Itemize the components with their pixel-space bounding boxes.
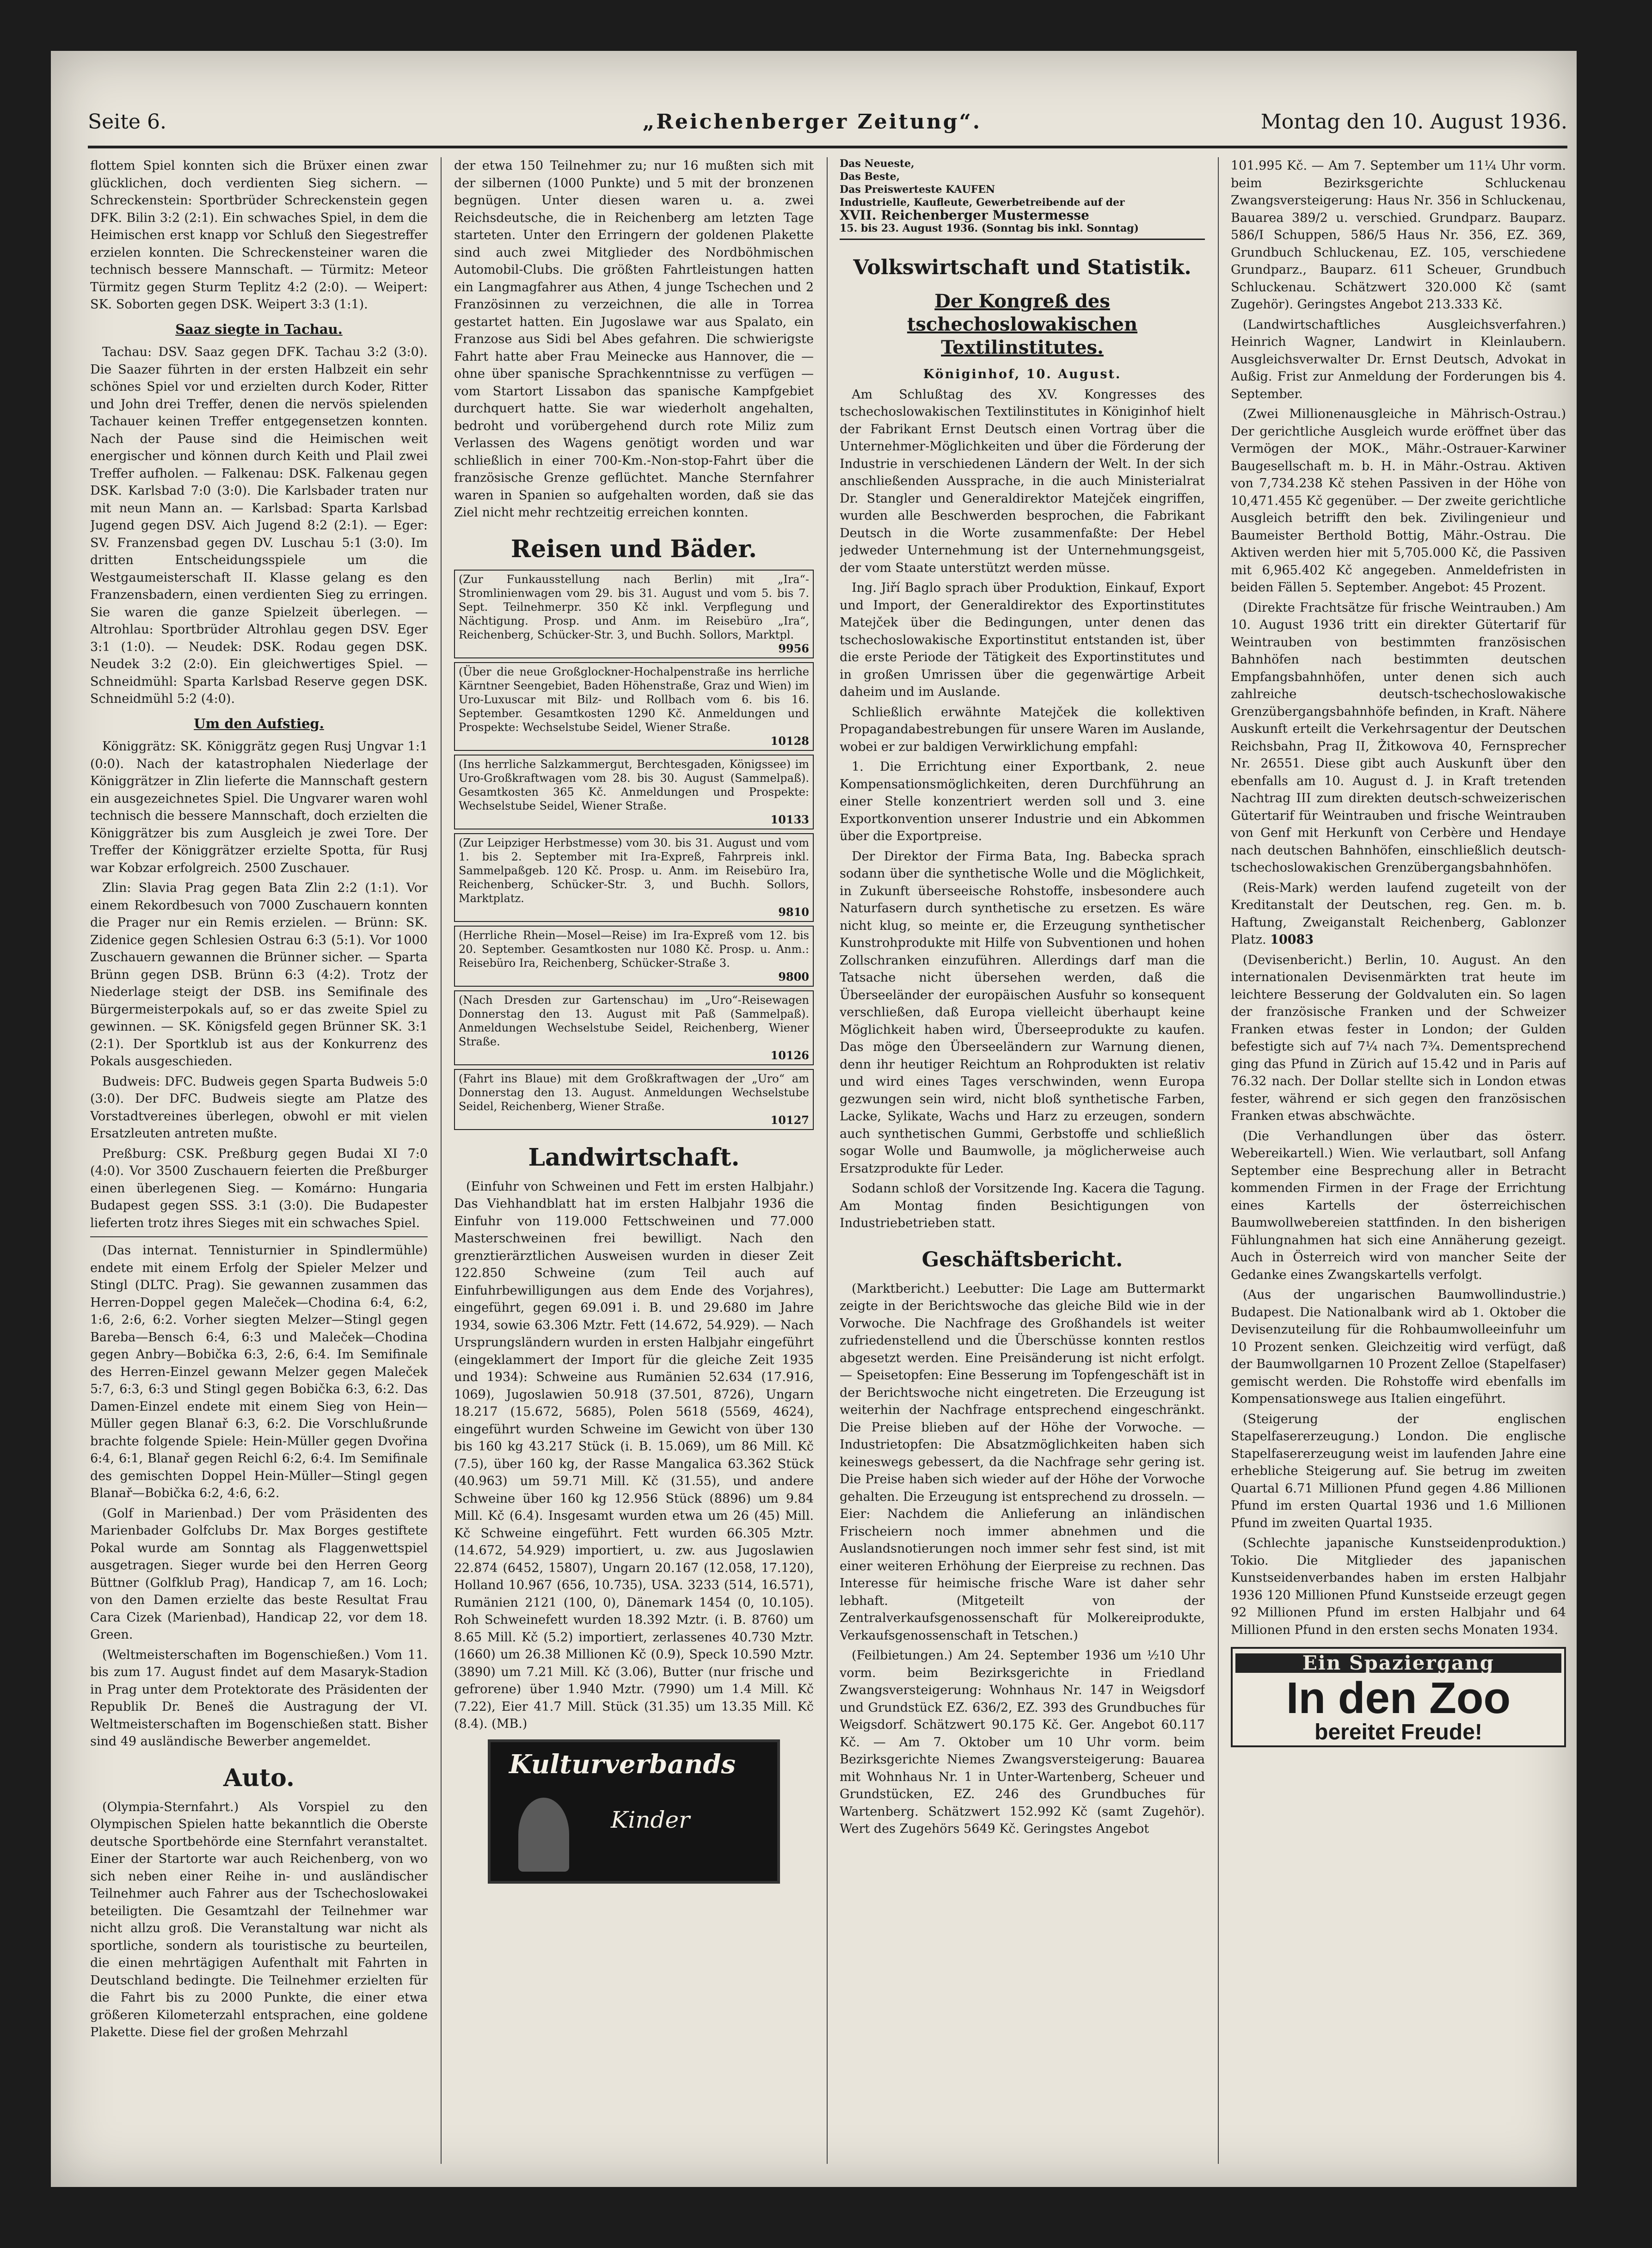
classified-ad [454, 833, 814, 922]
classified-ad [454, 926, 814, 987]
article-text: (Marktbericht.) Leebutter: Die Lage am Buttermarkt zeigte in der Berichtswoche das gleiche Bild wie in der Vorwoche. Die Nachfrage des Großhandels ist weiter zufriedenstellend und die Überschüsse konnten restlos abgesetzt werden. Eine Preisänderung ist nicht erfolgt. — Speisetopfen: Eine Besserung im Topfengeschäft ist in der Berichtswoche nicht eingetreten. Die Erzeugung ist weiterhin der Nachfrage entsprechend eingeschränkt. Die Preise blieben auf der Höhe der Vorwoche. — Industrietopfen: Die Absatzmöglichkeiten haben sich keineswegs gebessert, da die Nachfrage sehr gering ist. Die Preise haben sich wieder auf der Höhe der Vorwoche gehalten. Die Erzeugung ist entsprechend zu drosseln. — Eier: Nachdem die Anlieferung an inländischen Frischeiern noch immer abnehmen und die Auslandsnotierungen noch immer sehr fest sind, ist mit einer weiteren Erhöhung der Eierpreise zu rechnen. Das Interesse für heimische frische Ware ist daher sehr lebhaft. (Mitgeteilt von der Zentralverkaufsgenossenschaft für Molkereiprodukte, Verkaufsgenossenschaft in Tetschen.) [840, 1281, 1205, 1643]
ad-text: (Ins herrliche Salzkammergut, Berchtesgaden, Königssee) im Uro-Großkraftwagen vom 28. bis 30. August (Sammelpaß). Gesamtkosten 365 Kč. Anmeldungen und Prospekte: Wechselstube Seidel, Wiener Straße. [459, 757, 809, 812]
page-number: Seite 6. [88, 110, 166, 134]
dateline: Königinhof, 10. August. [923, 367, 1122, 381]
advert-image-subtitle: Kinder [611, 1806, 690, 1833]
header-rule [88, 146, 1567, 148]
article-text: (Die Verhandlungen über das österr. Webereikartell.) Wien. Wie verlautbart, soll Anfang September eine Besprechung aller in Betracht kommenden Firmen in der Frage der Errichtung eines Kartells der österreichischen Baumwollwebereien stattfinden. In den bisherigen Fühlungnahmen hat sich eine Annäherung gezeigt. Auch in Österreich wird von mancher Seite der Gedanke eines Zwangskartells verfolgt. [1231, 1129, 1566, 1282]
advert-image [488, 1739, 780, 1884]
divider [90, 1236, 428, 1237]
article-text: (Aus der ungarischen Baumwollindustrie.) Budapest. Die Nationalbank wird ab 1. Oktober die Devisenzuteilung für die Rohbaumwolleeinfuhr um 10 Prozent senken. Gleichzeitig wird verfügt, daß der Baumwollgarnen 10 Prozent Zelloe (Stapelfaser) gemischt werden. Die Rohstoffe wird ebenfalls im Kompensationswege aus Italien eingeführt. [1231, 1288, 1566, 1406]
article-text: (Olympia-Sternfahrt.) Als Vorspiel zu den Olympischen Spielen hatte bekanntlich die Oberste deutsche Sportbehörde eine Sternfahrt veranstaltet. Einer der Startorte war auch Reichenberg, von wo sich neben einer Reihe in- und ausländischer Teilnehmer auch Fahrer aus der Tschechoslowakei beteiligten. Die Gesamtzahl der Teilnehmer war nicht allzu groß. Die Veranstaltung war nicht als sportliche, sondern als touristische zu beurteilen, die einen mehrtägigen Aufenthalt mit Fahrten in Deutschland bedingte. Die Teilnehmer erzielten für die Fahrt bis zu 2000 Punkte, die einer etwa größeren Kilometerzahl entsprachen, eine goldene Plakette. Diese fiel der großen Mehrzahl [90, 1800, 428, 2039]
classified-ad [454, 662, 814, 751]
column-4 [1231, 157, 1566, 2164]
fair-line: Das Preiswerteste KAUFEN [840, 184, 995, 196]
fair-title: XVII. Reichenberger Mustermesse [840, 208, 1089, 223]
ad-number: 10126 [770, 1048, 809, 1062]
article-text: (Devisenbericht.) Berlin, 10. August. An den internationalen Devisenmärkten trat heute im leichtere Besserung der Goldvaluten ein. So lagen der französische Franken und der Schweizer Franken etwas fester in London; der Gulden befestigte sich auf 7¼ nach 7¾. Dementsprechend ging das Pfund in Zürich auf 15.42 und in Paris auf 76.32 nach. Der Dollar stellte sich in London etwas fester, während er sich gegen den französischen Franken etwas abschwächte. [1231, 952, 1566, 1123]
article-text: (Zwei Millionenausgleiche in Mährisch-Ostrau.) Der gerichtliche Ausgleich wurde eröffnet über das Vermögen der MOK., Mähr.-Ostrauer-Karwiner Baugesellschaft m. b. H. in Mähr.-Ostrau. Aktiven von 7,734.238 Kč stehen Passiven in der Höhe von 10,471.455 Kč gegenüber. — Der zweite gerichtliche Ausgleich betrifft den bek. Zivilingenieur und Baumeister Berthold Bottig, Mähr.-Ostrau. Die Aktiven werden hier mit 5,705.000 Kč, die Passiven mit 6,965.402 Kč angegeben. Anmeldefristen in beiden Fällen 5. September. Angebot: 45 Prozent. [1231, 407, 1566, 595]
zoo-advert-headline: In den Zoo [1286, 1673, 1511, 1723]
fair-line: Das Beste, [840, 171, 900, 183]
ad-number: 10128 [770, 734, 809, 748]
zoo-advert-line: bereitet Freude! [1314, 1720, 1482, 1744]
article-text: Preßburg: CSK. Preßburg gegen Budai XI 7:0 (4:0). Vor 3500 Zuschauern feierten die Preßburger einen überlegenen Sieg. — Komárno: Hungaria Budapest gegen SSS. 3:1 (3:0). Die Budapester lieferten trotz ihres Sieges mit ein schwaches Spiel. [90, 1146, 428, 1230]
column-rule [827, 157, 828, 2164]
section-heading: Geschäftsbericht. [921, 1247, 1123, 1271]
article-text: (Golf in Marienbad.) Der vom Präsidenten des Marienbader Golfclubs Dr. Max Borges gestiftete Pokal wurde am Sonntag als Flaggenwettspiel ausgetragen. Sieger wurde bei den Herren Georg Büttner (Golfklub Prag), Handicap 7, am 16. Loch; von den Damen erzielte das beste Resultat Frau Cara Cizek (Marienbad), Handicap 22, vor dem 18. Green. [90, 1506, 428, 1642]
column-2 [454, 157, 814, 2164]
classified-ad [454, 570, 814, 658]
classified-ad [454, 1069, 814, 1130]
ad-text: (Zur Funkausstellung nach Berlin) mit „Ira“-Stromlinienwagen vom 29. bis 31. August und vom 5. bis 7. Sept. Teilnehmerpr. 350 Kč inkl. Verpflegung und Nächtigung. Prosp. und Anm. im Reisebüro „Ira“, Reichenberg, Schücker-Str. 3, und Buchh. Sollors, Marktpl. [459, 572, 809, 641]
fair-dates: 15. bis 23. August 1936. (Sonntag bis inkl. Sonntag) [840, 222, 1139, 234]
article-text: (Direkte Frachtsätze für frische Weintrauben.) Am 10. August 1936 tritt ein direkter Gütertarif für Weintrauben von bestimmten französischen Bahnhöfen nach bestimmten deutschen Empfangsbahnhöfen, unter denen sich auch zahlreiche deutsch-tschechoslowakische Grenzübergangsbahnhöfe befinden, in Kraft. Nähere Auskunft erteilt die Verkehrsagentur der Deutschen Reichsbahn, Prag II, Žitkowova 40, Fernsprecher Nr. 26551. Diese gibt auch Auskunft über den ebenfalls am 10. August d. J. in Kraft tretenden Nachtrag III zum direkten deutsch-schweizerischen Gütertarif für Weintrauben und frische Weintrauben von Genf mit Herkunft von Cerbère und Hendaye nach deutschen Bahnhöfen, einschließlich deutsch-tschechoslowakischen Grenzübergangsbahnhöfen. [1231, 600, 1566, 875]
article-text: 1. Die Errichtung einer Exportbank, 2. neue Kompensationsmöglichkeiten, deren Durchführung an einer Stelle konzentriert werden soll und 3. eine Exportkonvention unserer Industrie und ein Abkommen über die Exportpreise. [840, 760, 1205, 843]
zoo-advert [1231, 1647, 1566, 1747]
section-heading: Reisen und Bäder. [510, 534, 757, 563]
figure-silhouette [518, 1798, 569, 1872]
ad-number: 9956 [778, 641, 809, 655]
newspaper-page [51, 51, 1577, 2187]
column-3 [840, 157, 1205, 2164]
column-rule [1218, 157, 1219, 2164]
article-text: (Landwirtschaftliches Ausgleichsverfahren.) Heinrich Wagner, Landwirt in Kleinlaubern. Ausgleichsverwalter Dr. Ernst Deutsch, Advokat in Außig. Frist zur Anmeldung der Forderungen bis 4. September. [1231, 317, 1566, 401]
column-rule [441, 157, 442, 2164]
article-text: (Einfuhr von Schweinen und Fett im ersten Halbjahr.) Das Viehhandblatt hat im ersten Halbjahr 1936 die Einfuhr von 119.000 Fettschweinen und 77.000 Masterschweinen frei bewilligt. Nach den grenztierärztlichen Ausweisen wurden in dieser Zeit 122.850 Schweine (zum Teil auch auf Einfuhrbewilligungen aus dem Ende des Vorjahres), eingeführt, gegen 69.091 i. B. und 29.680 im Jahre 1934, sowie 63.306 Mztr. Fett (14.672, 54.929). — Nach Ursprungsländern wurden in ersten Halbjahr eingeführt (eingeklammert der Import für die gleiche Zeit 1935 und 1934): Schweine aus Rumänien 52.634 (17.916, 1069), Jugoslawien 50.918 (37.501, 8726), Ungarn 18.217 (15.672, 5685), Polen 5618 (5569, 4624), eingeführt wurden Schweine im Gewicht von über 130 bis 160 kg 43.217 Stück (i. B. 15.069), um 86 Mill. Kč (7.5), über 160 kg, der Rasse Mangalica 63.362 Stück (40.963) um 59.71 Mill. Kč (31.55), und andere Schweine über 160 kg 12.956 Stück (8896) um 9.84 Mill. Kč (6.4). Insgesamt wurden etwa um 26 (45) Mill. Kč Schweine eingeführt. Fett wurden 66.305 Mztr. (14.672, 54.929) importiert, u. zw. aus Jugoslawien 22.874 (6452, 15807), Ungarn 20.167 (12.058, 17.120), Holland 10.967 (656, 10.735), USA. 3233 (514, 16.571), Rumänien 2121 (100, 0), Dänemark 1454 (0, 10.105). Roh Schweinefett wurden 18.392 Mztr. (i. B. 8760) um 8.65 Mill. Kč (5.2) importiert, zerlassenes 40.730 Mztr. (1660) um 26.38 Millionen Kč (0.9), Speck 10.590 Mztr. (3890) um 7.21 Mill. Kč (3.06), Butter (nur frische und gefrorene) über 1.940 Mztr. (7990) um 1.4 Mill. Kč (7.22), Eier 41.7 Mill. Stück (31.35) um 13.35 Mill. Kč (8.4). (MB.) [454, 1179, 814, 1731]
article-text: Am Schlußtag des XV. Kongresses des tschechoslowakischen Textilinstitutes in Königinhof hielt der Fabrikant Ernst Deutsch einen Vortrag über die Unternehmer-Möglichkeiten und über die Förderung der Industrie in verschiedenen Ländern der Welt. In der sich anschließenden Aussprache, in die auch Ministerialrat Dr. Stangler und Generaldirektor Matejček eingriffen, wurden alle Beschwerden besprochen, die Fabrikant Deutsch in die Worte zusammenfaßte: Der Hebel jedweder Unternehmung ist der Unternehmungsgeist, der vom Staate unterstützt werden müsse. [840, 387, 1205, 575]
article-text: der etwa 150 Teilnehmer zu; nur 16 mußten sich mit der silbernen (1000 Punkte) und 5 mit der bronzenen begnügen. Unter diesen waren u. a. zwei Reichsdeutsche, die in Reichenberg am letzten Tage starteten. Unter den Erringern der goldenen Plakette sind auch zwei Mitglieder des Nordböhmischen Automobil-Clubs. Die größten Fahrtleistungen hatten ein Langmagfahrer aus Athen, 4 junge Tschechen und 2 Französinnen zu verzeichnen, die alle in Torrea gestartet hatten. Ein Jugoslawe war aus Spalato, ein Franzose aus Sidi bel Abes gefahren. Die schwierigste Fahrt hatte aber Frau Meinecke aus Hannover, die — ohne über spanische Sprachkenntnisse zu verfügen — vom Startort Lissabon das spanische Kampfgebiet durchquert hatte. Sie war wiederholt angehalten, bedroht und vorübergehend durch rote Miliz zum Verlassen des Wagens genötigt worden und war schließlich in einer 700-Km.-Non-stop-Fahrt über die französische Grenze geflüchtet. Manche Sternfahrer waren in Spanien so aufgehalten worden, daß sie das Ziel nicht mehr rechtzeitig erreichen konnten. [454, 159, 814, 520]
article-text: Königgrätz: SK. Königgrätz gegen Rusj Ungvar 1:1 (0:0). Nach der katastrophalen Niederlage der Königgrätzer in Zlin lieferte die Mannschaft gestern ein ausgezeichnetes Spiel. Die Ungvarer waren wohl technisch die bessere Mannschaft, doch erzielten die Königgrätzer bis zum Ausgleich je zwei Tore. Der Treffer der Königgrätzer erzielte Spotta, für Rusj war Kobzar erfolgreich. 2500 Zuschauer. [90, 739, 428, 875]
article-text: (Reis-Mark) werden laufend zugeteilt von der Kreditanstalt der Deutschen, reg. Gen. m. b. Haftung, Zweiganstalt Reichenberg, Gablonzer Platz. 10083 [1231, 880, 1566, 947]
classified-ad [454, 990, 814, 1065]
article-headline: Der Kongreß des tschechoslowakischen Textilinstitutes. [907, 290, 1138, 358]
article-text: (Schlechte japanische Kunstseidenproduktion.) Tokio. Die Mitglieder des japanischen Kunstseidenverbandes haben im ersten Halbjahr 1936 120 Millionen Pfund Kunstseide erzeugt gegen 92 Millionen Pfund im ersten Halbjahr und 64 Millionen Pfund in den ersten sechs Monaten 1934. [1231, 1536, 1566, 1637]
ad-text: (Zur Leipziger Herbstmesse) vom 30. bis 31. August und vom 1. bis 2. September mit Ira-Expreß, Fahrpreis inkl. Sammelpaßgeb. 120 Kč. Prosp. u. Anm. im Reisebüro Ira, Reichenberg, Schücker-Str. 3, und Buchh. Sollors, Marktplatz. [459, 836, 809, 905]
column-1 [90, 157, 428, 2164]
article-text: Schließlich erwähnte Matejček die kollektiven Propagandabestrebungen für unsere Waren im Auslande, wobei er zur baldigen Verwirklichung empfahl: [840, 705, 1205, 754]
ad-text: (Nach Dresden zur Gartenschau) im „Uro“-Reisewagen Donnerstag den 13. August mit Paß (Sammelpaß). Anmeldungen Wechselstube Seidel, Reichenberg, Wiener Straße. [459, 993, 809, 1048]
ad-text: (Über die neue Großglockner-Hochalpenstraße ins herrliche Kärntner Seengebiet, Baden Höhenstraße, Graz und Wien) im Uro-Luxuscar mit Bilz- und Rollbach vom 6. bis 16. September. Gesamtkosten 1290 Kč. Anmeldungen und Prospekte: Wechselstube Seidel, Wiener Straße. [459, 665, 809, 734]
article-text: Zlin: Slavia Prag gegen Bata Zlin 2:2 (1:1). Vor einem Rekordbesuch von 7000 Zuschauern konnten die Prager nur ein Remis erzielen. — Brünn: SK. Zidenice gegen Schlesien Ostrau 6:3 (5:1). Vor 1000 Zuschauern gewannen die Brünner sicher. — Sparta Brünn gegen DSB. Brünn 6:3 (4:2). Trotz der Niederlage steigt der DSB. ins Semifinale des Bürgermeisterpokals auf, so er das zweite Spiel zu gewinnen. — SK. Königsfeld gegen Brünner SK. 3:1 (2:1). Der Sportklub ist aus der Konkurrenz des Pokals ausgeschieden. [90, 881, 428, 1069]
ad-number: 9800 [778, 970, 809, 983]
article-text: Tachau: DSV. Saaz gegen DFK. Tachau 3:2 (3:0). Die Saazer führten in der ersten Halbzeit ein sehr schönes Spiel vor und erzielten durch Koder, Ritter und John drei Treffer, denen die nervös spielenden Tachauer keinen Treffer entgegensetzen konnten. Nach der Pause sind die Heimischen weit energischer und können durch Keith und Plail zwei Treffer aufholen. — Falkenau: DSK. Falkenau gegen DSK. Karlsbad 7:0 (3:0). Die Karlsbader traten nur mit neun Mann an. — Karlsbad: Sparta Karlsbad Jugend gegen DSV. Aich Jugend 8:2 (2:1). — Eger: SV. Franzensbad gegen DV. Luschau 5:1 (3:0). Im dritten Entscheidungsspiele um die Westgaumeisterschaft II. Klasse gelang es den Franzensbadern, einen verdienten Sieg zu erringen. Sie waren die ganze Spielzeit überlegen. — Altrohlau: Sportbrüder Altrohlau gegen DSV. Eger 3:1 (1:0). — Neudek: DSK. Rodau gegen DSK. Neudek 3:2 (2:0). Ein gleichwertiges Spiel. — Schneidmühl: Sparta Karlsbad Reserve gegen DSK. Schneidmühl 5:2 (4:0). [90, 345, 428, 706]
fair-line: Das Neueste, [840, 158, 915, 170]
subheading: Saaz siegte in Tachau. [175, 321, 343, 337]
classified-ad [454, 755, 814, 829]
ad-number: 10133 [770, 812, 809, 826]
subheading: Um den Aufstieg. [194, 715, 324, 731]
article-text: (Weltmeisterschaften im Bogenschießen.) Vom 11. bis zum 17. August findet auf dem Masaryk-Stadion in Prag unter dem Protektorate des Präsidenten der Republik Dr. Beneš die Austragung der VI. Weltmeisterschaften im Bogenschießen statt. Bisher sind 49 ausländische Bewerber angemeldet. [90, 1647, 428, 1749]
article-text: flottem Spiel konnten sich die Brüxer einen zwar glücklichen, doch verdienten Sieg sichern. — Schreckenstein: Sportbrüder Schreckenstein gegen DFK. Bilin 3:2 (2:1). Ein schwaches Spiel, in dem die Heimischen erst knapp vor Schluß den Siegestreffer erzielen konnten. Die Schreckensteiner waren die technisch bessere Mannschaft. — Türmitz: Meteor Türmitz gegen Sturm Teplitz 4:2 (2:0). — Weipert: SK. Soborten gegen DSK. Weipert 3:3 (1:1). [90, 159, 428, 312]
newspaper-title: „Reichenberger Zeitung“. [643, 110, 982, 134]
section-heading: Landwirtschaft. [528, 1143, 740, 1172]
ad-text: (Herrliche Rhein—Mosel—Reise) im Ira-Expreß vom 12. bis 20. September. Gesamtkosten nur 1080 Kč. Prosp. u. Anm.: Reisebüro Ira, Reichenberg, Schücker-Straße 3. [459, 928, 809, 970]
advert-image-title: Kulturverbands [509, 1749, 736, 1780]
zoo-advert-line: Ein Spaziergang [1235, 1653, 1561, 1673]
ad-number: 9810 [778, 905, 809, 919]
section-heading: Auto. [223, 1763, 295, 1792]
article-text: 101.995 Kč. — Am 7. September um 11¼ Uhr vorm. beim Bezirksgerichte Schluckenau Zwangsversteigerung: Haus Nr. 356 in Schluckenau, Bauarea 389/2 u. verschied. Grundparz. Bauparz. 586/I Schuppen, 586/5 Haus Nr. 356, EZ. 369, Grundbuch Schluckenau, EZ. 105, verschiedene Grundparz., Bauparz. 611 Scheuer, Grundbuch Schluckenau. Schätzwert 320.000 Kč (samt Zugehör). Geringstes Angebot 213.333 Kč. [1231, 159, 1566, 312]
ad-text: (Fahrt ins Blaue) mit dem Großkraftwagen der „Uro“ am Donnerstag den 13. August. Anmeldungen Wechselstube Seidel, Reichenberg, Wiener Straße. [459, 1072, 809, 1113]
ad-number: 10083 [1270, 933, 1314, 947]
article-text: Der Direktor der Firma Bata, Ing. Babecka sprach sodann über die synthetische Wolle und die Möglichkeit, in Zukunft überseeische Rohstoffe, insbesondere auch Naturfasern durch synthetische zu ersetzen. Es wäre nicht klug, so meinte er, die Erzeugung synthetischer Kunstrohprodukte mit Hilfe von Subventionen und hohen Zollschranken einzuführen. Allerdings darf man die Tatsache nicht übersehen werden, daß die Überseeländer der europäischen Ausfuhr so konsequent verschließen, daß Europa vielleicht überhaupt keine Möglichkeit haben wird, Überseeprodukte zu kaufen. Das möge den Überseeländern zur Warnung dienen, denn ihr heutiger Reichtum an Rohprodukten ist relativ und wird eines Tages verschwinden, wenn Europa gezwungen sein wird, nicht bloß synthetische Farben, Lacke, Sylikate, Wachs und Harz zu erzeugen, sondern auch synthetischen Gummi, Gerbstoffe und schließlich sogar Wolle und Baumwolle, ja möglicherweise auch Ersatzprodukte für Leder. [840, 849, 1205, 1176]
article-text: Budweis: DFC. Budweis gegen Sparta Budweis 5:0 (3:0). Der DFC. Budweis siegte am Platze des Vorstadtvereines überlegen, obwohl er mit vielen Ersatzleuten antreten mußte. [90, 1074, 428, 1141]
article-text: Sodann schloß der Vorsitzende Ing. Kacera die Tagung. Am Montag finden Besichtigungen von Industriebetrieben statt. [840, 1181, 1205, 1230]
ad-number: 10127 [770, 1113, 809, 1127]
section-heading: Volkswirtschaft und Statistik. [853, 256, 1191, 279]
article-text: (Steigerung der englischen Stapelfasererzeugung.) London. Die englische Stapelfasererzeugung weist im laufenden Jahre eine erhebliche Steigerung auf. Sie betrug im zweiten Quartal 6.71 Millionen Pfund gegen 4.86 Millionen Pfund im ersten Quartal 1936 und 1.6 Millionen Pfund im zweiten Quartal 1935. [1231, 1412, 1566, 1530]
fair-line: Industrielle, Kaufleute, Gewerbetreibende auf der [840, 197, 1125, 209]
article-text: Ing. Jiří Baglo sprach über Produktion, Einkauf, Export und Import, der Generaldirektor des Exportinstitutes Matejček über die Bedingungen, unter denen das tschechoslowakische Exportinstitut entstanden ist, über die erste Periode der Tätigkeit des Exportinstitutes und in großen Umrissen über die gegenwärtige Arbeit daheim und im Auslande. [840, 581, 1205, 699]
article-text: (Das internat. Tennisturnier in Spindlermühle) endete mit einem Erfolg der Spieler Melzer und Stingl (DLTC. Prag). Sie gewannen zusammen das Herren-Doppel gegen Maleček—Chodina 6:4, 6:2, 1:6, 2:6, 6:2. Vorher siegten Melzer—Stingl gegen Bareba—Bensch 6:4, 6:3 und Maleček—Chodina gegen Anbry—Bobička 6:3, 2:6, 6:4. Im Semifinale des Herren-Einzel gewann Melzer gegen Maleček 5:7, 6:3, 6:3 und Stingl gegen Bobička 6:3, 6:2. Das Damen-Einzel endete mit einem Sieg von Hein—Müller gegen Blanař 6:3, 6:2. Die Vorschlußrunde brachte folgende Spiele: Hein-Müller gegen Dvořina 6:4, 6:1, Blanař gegen Reichl 6:2, 6:4. Im Semifinale des gemischten Doppel Hein-Müller—Stingl gegen Blanař—Bobička 6:2, 4:6, 6:2. [90, 1243, 428, 1500]
issue-date: Montag den 10. August 1936. [1260, 110, 1567, 134]
article-text: (Feilbietungen.) Am 24. September 1936 um ½10 Uhr vorm. beim Bezirksgerichte in Friedland Zwangsversteigerung: Wohnhaus Nr. 147 in Weigsdorf und Grundstück EZ. 636/2, EZ. 393 des Grundbuches für Weigsdorf. Schätzwert 90.175 Kč. Ger. Angebot 60.117 Kč. — Am 7. Oktober um 10 Uhr vorm. beim Bezirksgerichte Niemes Zwangsversteigerung: Bauarea mit Wohnhaus Nr. 1 in Unter-Wartenberg, Scheuer und Grundstücken, EZ. 246 des Grundbuches für Wartenberg. Schätzwert 152.992 Kč (samt Zugehör). Wert des Zugehörs 5649 Kč. Geringstes Angebot [840, 1648, 1205, 1836]
trade-fair-ad [840, 157, 1205, 240]
page-header [88, 110, 1567, 142]
